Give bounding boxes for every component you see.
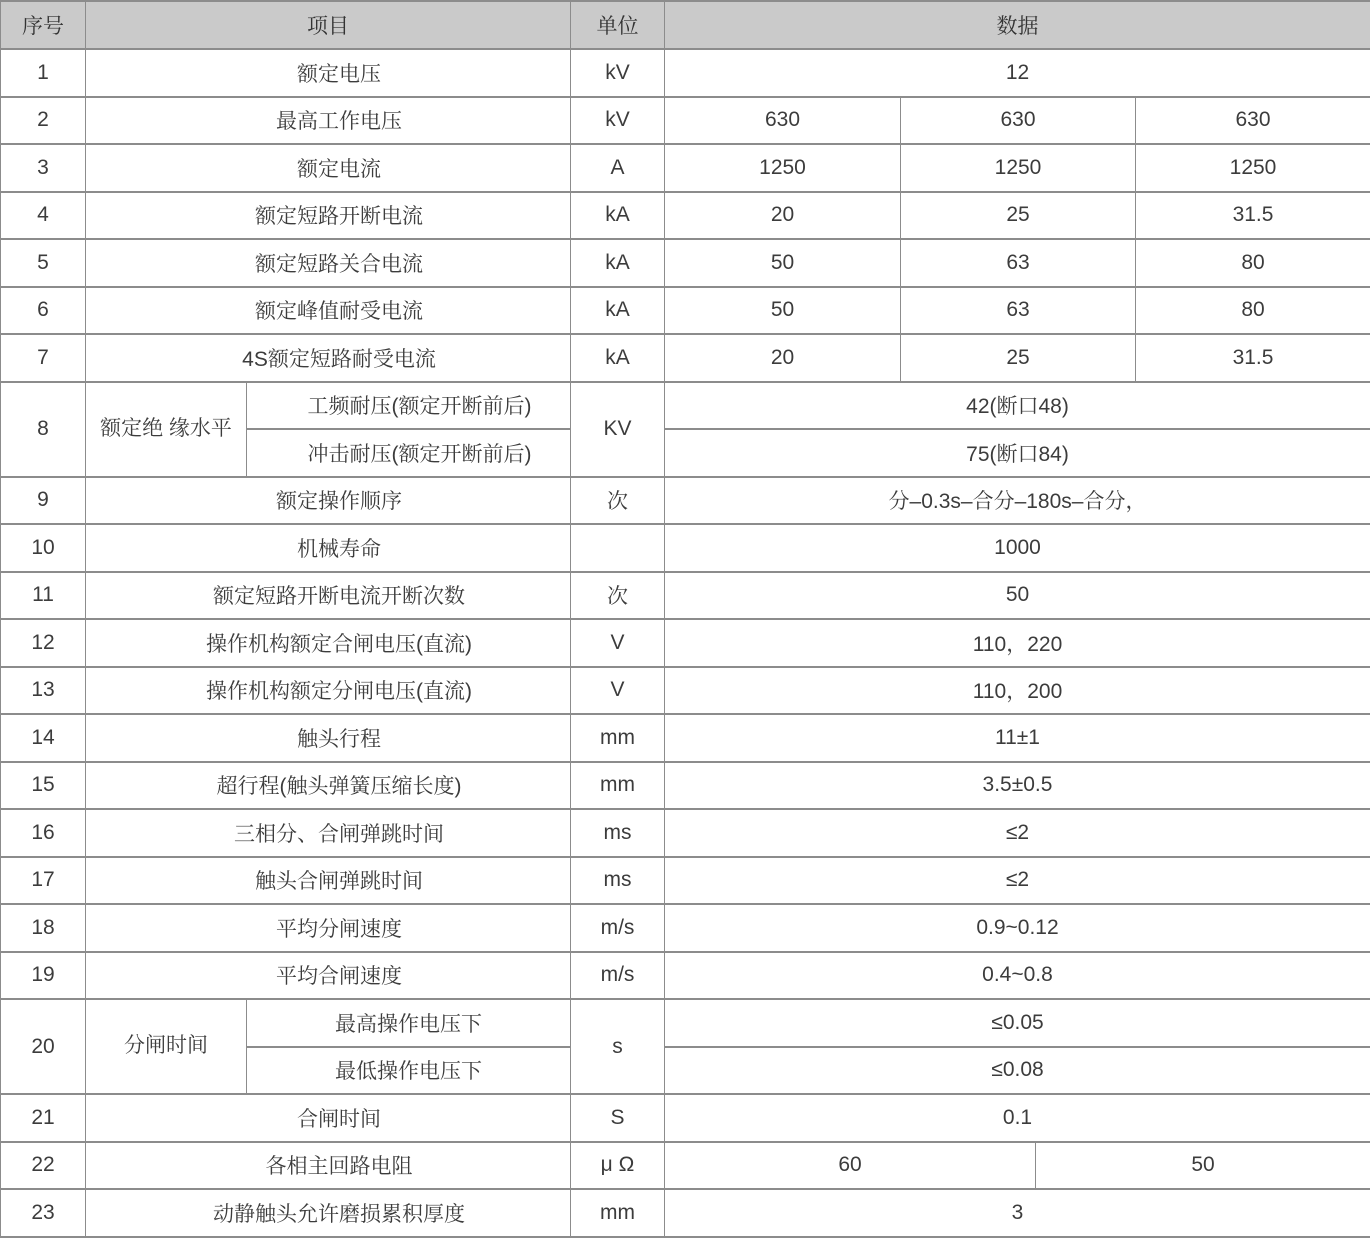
data-cell: 50 [665, 572, 1370, 620]
serial-cell: 8 [1, 382, 86, 477]
unit-cell: m/s [571, 952, 665, 1000]
item-cell: 超行程(触头弹簧压缩长度) [86, 762, 571, 810]
data-cell: 50 [665, 239, 901, 287]
unit-cell: 次 [571, 572, 665, 620]
data-cell: 20 [665, 192, 901, 240]
table-row [1, 382, 1370, 430]
serial-cell: 23 [1, 1189, 86, 1237]
data-cell: 31.5 [1136, 192, 1370, 240]
data-cell: 630 [665, 97, 901, 145]
unit-cell: A [571, 144, 665, 192]
item-group-cell: 分闸时间 [86, 999, 247, 1094]
unit-cell: V [571, 619, 665, 667]
serial-cell: 7 [1, 334, 86, 382]
table-row [1, 904, 1370, 952]
data-cell: 3.5±0.5 [665, 762, 1370, 810]
table-row [1, 144, 1370, 192]
item-cell: 额定操作顺序 [86, 477, 571, 525]
col-header-item: 项目 [86, 1, 571, 49]
table-row [1, 1189, 1370, 1237]
item-group-cell: 额定绝 缘水平 [86, 382, 247, 477]
unit-cell: ms [571, 857, 665, 905]
unit-cell: kA [571, 192, 665, 240]
item-cell: 最高工作电压 [86, 97, 571, 145]
table-row [1, 572, 1370, 620]
serial-cell: 10 [1, 524, 86, 572]
col-header-serial: 序号 [1, 1, 86, 49]
serial-cell: 22 [1, 1142, 86, 1190]
table-row [1, 1094, 1370, 1142]
data-cell: 80 [1136, 287, 1370, 335]
data-cell: 25 [901, 192, 1136, 240]
data-cell: ≤0.08 [665, 1047, 1370, 1095]
data-cell: ≤2 [665, 857, 1370, 905]
item-cell: 4S额定短路耐受电流 [86, 334, 571, 382]
unit-cell [571, 524, 665, 572]
serial-cell: 18 [1, 904, 86, 952]
item-cell: 额定电压 [86, 49, 571, 97]
serial-cell: 2 [1, 97, 86, 145]
item-cell: 平均合闸速度 [86, 952, 571, 1000]
unit-cell: mm [571, 1189, 665, 1237]
data-cell: 50 [665, 287, 901, 335]
data-cell: 3 [665, 1189, 1370, 1237]
data-cell: 1000 [665, 524, 1370, 572]
unit-cell: V [571, 667, 665, 715]
serial-cell: 4 [1, 192, 86, 240]
data-cell: 0.4~0.8 [665, 952, 1370, 1000]
serial-cell: 11 [1, 572, 86, 620]
table-row [1, 762, 1370, 810]
unit-cell: kA [571, 287, 665, 335]
unit-cell: m/s [571, 904, 665, 952]
serial-cell: 14 [1, 714, 86, 762]
item-cell: 操作机构额定分闸电压(直流) [86, 667, 571, 715]
data-cell: 1250 [901, 144, 1136, 192]
serial-cell: 17 [1, 857, 86, 905]
data-cell: 11±1 [665, 714, 1370, 762]
serial-cell: 21 [1, 1094, 86, 1142]
data-cell: 31.5 [1136, 334, 1370, 382]
unit-cell: ms [571, 809, 665, 857]
unit-cell: mm [571, 762, 665, 810]
serial-cell: 19 [1, 952, 86, 1000]
data-cell: 80 [1136, 239, 1370, 287]
sub-item-cell: 冲击耐压(额定开断前后) [247, 429, 571, 477]
unit-cell: kA [571, 334, 665, 382]
serial-cell: 20 [1, 999, 86, 1094]
data-cell: 12 [665, 49, 1370, 97]
table-row [1, 477, 1370, 525]
unit-cell: mm [571, 714, 665, 762]
table-row [1, 999, 1370, 1047]
sub-item-cell: 最低操作电压下 [247, 1047, 571, 1095]
data-cell: 630 [1136, 97, 1370, 145]
table-row [1, 809, 1370, 857]
data-cell: 20 [665, 334, 901, 382]
table-row [1, 857, 1370, 905]
serial-cell: 5 [1, 239, 86, 287]
data-cell: 0.9~0.12 [665, 904, 1370, 952]
data-cell: 110，220 [665, 619, 1370, 667]
data-cell: 630 [901, 97, 1136, 145]
unit-cell: S [571, 1094, 665, 1142]
item-cell: 各相主回路电阻 [86, 1142, 571, 1190]
item-cell: 额定短路开断电流开断次数 [86, 572, 571, 620]
item-cell: 额定电流 [86, 144, 571, 192]
data-cell: 42(断口48) [665, 382, 1370, 430]
item-cell: 操作机构额定合闸电压(直流) [86, 619, 571, 667]
item-cell: 额定峰值耐受电流 [86, 287, 571, 335]
serial-cell: 9 [1, 477, 86, 525]
data-cell: ≤2 [665, 809, 1370, 857]
table-row [1, 667, 1370, 715]
item-cell: 平均分闸速度 [86, 904, 571, 952]
item-cell: 动静触头允许磨损累积厚度 [86, 1189, 571, 1237]
item-cell: 额定短路开断电流 [86, 192, 571, 240]
item-cell: 触头行程 [86, 714, 571, 762]
table-row [1, 619, 1370, 667]
data-cell: 50 [1036, 1142, 1370, 1190]
serial-cell: 6 [1, 287, 86, 335]
item-cell: 三相分、合闸弹跳时间 [86, 809, 571, 857]
serial-cell: 15 [1, 762, 86, 810]
table-row [1, 524, 1370, 572]
table-row [1, 1142, 1370, 1190]
sub-item-cell: 工频耐压(额定开断前后) [247, 382, 571, 430]
table-row [1, 192, 1370, 240]
serial-cell: 13 [1, 667, 86, 715]
data-cell: 分–0.3s–合分–180s–合分， [665, 477, 1370, 525]
sub-item-cell: 最高操作电压下 [247, 999, 571, 1047]
data-cell: 75(断口84) [665, 429, 1370, 477]
unit-cell: kV [571, 49, 665, 97]
data-cell: ≤0.05 [665, 999, 1370, 1047]
table-row [1, 287, 1370, 335]
item-cell: 机械寿命 [86, 524, 571, 572]
table-row [1, 97, 1370, 145]
item-cell: 额定短路关合电流 [86, 239, 571, 287]
unit-cell: 次 [571, 477, 665, 525]
unit-cell: kV [571, 97, 665, 145]
data-cell: 60 [665, 1142, 1036, 1190]
data-cell: 63 [901, 239, 1136, 287]
item-cell: 触头合闸弹跳时间 [86, 857, 571, 905]
unit-cell: kA [571, 239, 665, 287]
serial-cell: 1 [1, 49, 86, 97]
item-cell: 合闸时间 [86, 1094, 571, 1142]
serial-cell: 16 [1, 809, 86, 857]
data-cell: 25 [901, 334, 1136, 382]
serial-cell: 3 [1, 144, 86, 192]
unit-cell: s [571, 999, 665, 1094]
unit-cell: μ Ω [571, 1142, 665, 1190]
table-row [1, 952, 1370, 1000]
data-cell: 110，200 [665, 667, 1370, 715]
data-cell: 63 [901, 287, 1136, 335]
col-header-unit: 单位 [571, 1, 665, 49]
unit-cell: KV [571, 382, 665, 477]
data-cell: 1250 [665, 144, 901, 192]
header-row [1, 1, 1370, 49]
table-row [1, 49, 1370, 97]
serial-cell: 12 [1, 619, 86, 667]
col-header-data: 数据 [665, 1, 1370, 49]
table-row [1, 239, 1370, 287]
table-row [1, 334, 1370, 382]
table-row [1, 714, 1370, 762]
data-cell: 1250 [1136, 144, 1370, 192]
data-cell: 0.1 [665, 1094, 1370, 1142]
